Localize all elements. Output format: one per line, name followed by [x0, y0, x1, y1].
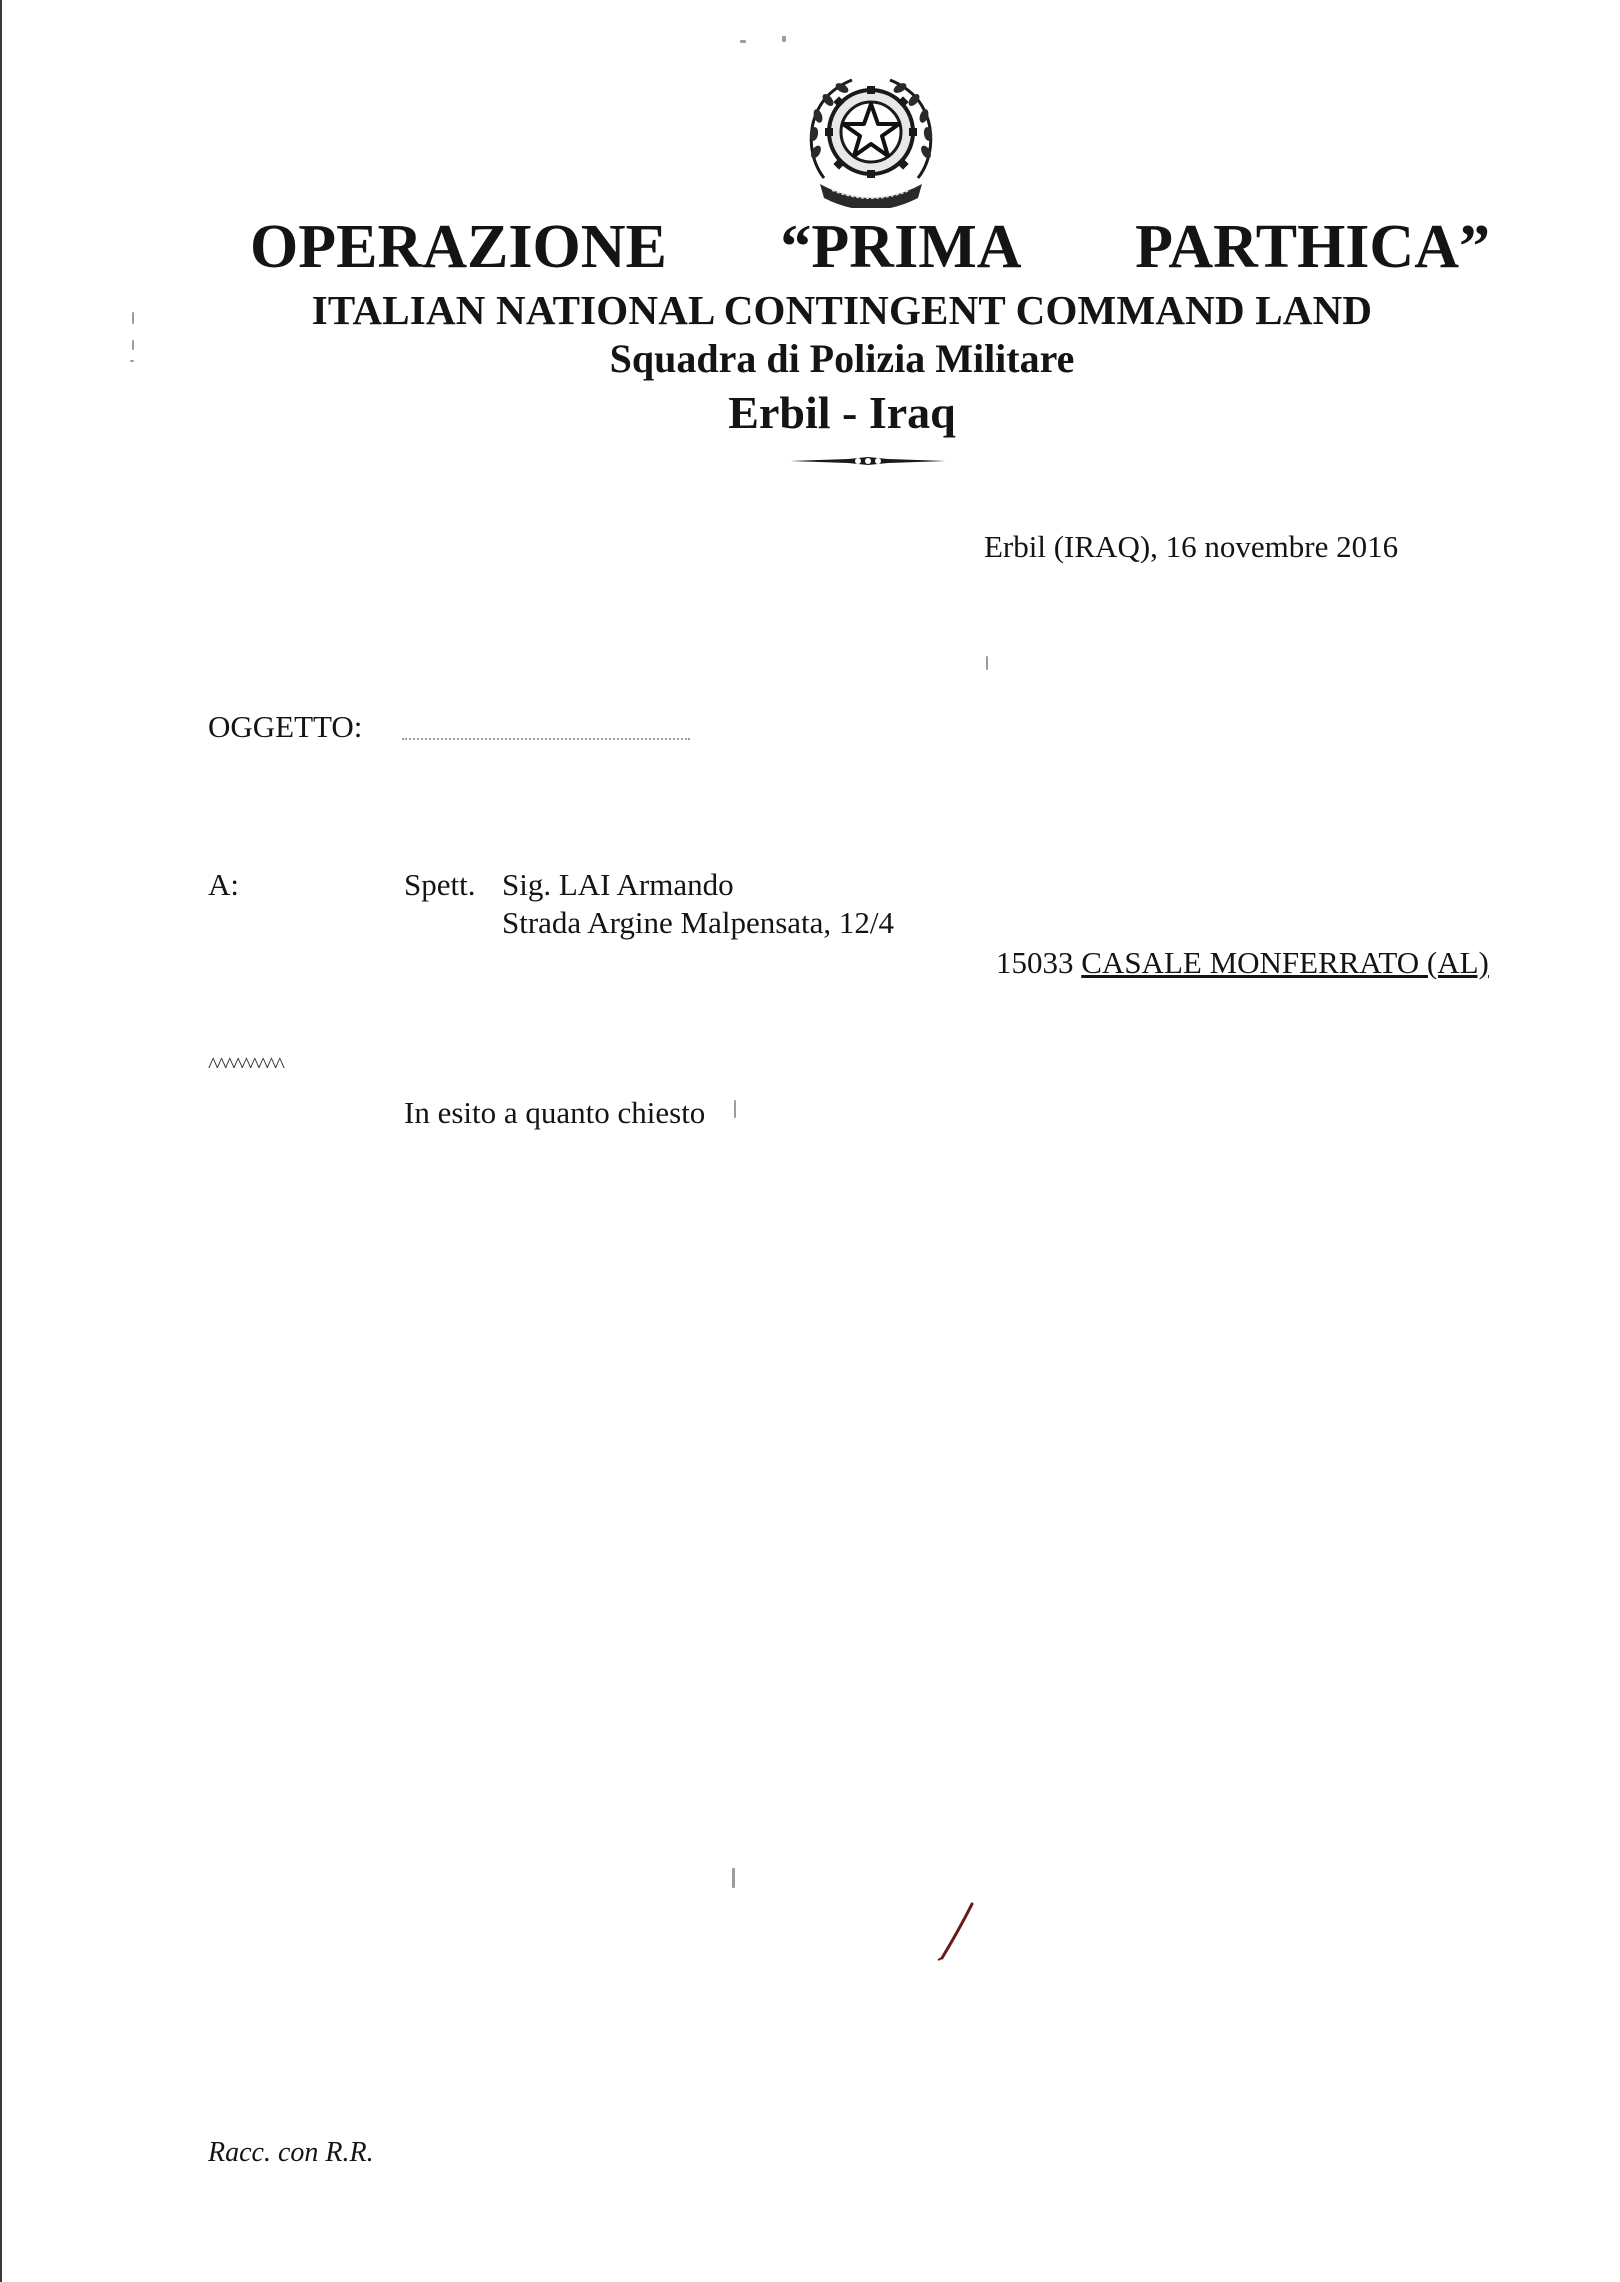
- scan-speck: [130, 360, 134, 362]
- letter-date: Erbil (IRAQ), 16 novembre 2016: [984, 529, 1399, 564]
- unit-name: Squadra di Polizia Militare: [609, 336, 1075, 381]
- registered-mail-note: Racc. con R.R.: [208, 2137, 374, 2168]
- scan-speck: [740, 40, 746, 43]
- operation-title-word-3: PARTHICA”: [1135, 213, 1490, 281]
- operation-title-word-1: OPERAZIONE: [250, 213, 667, 281]
- ornament-divider-icon: [788, 454, 948, 468]
- recipient-city-line: [996, 944, 1489, 982]
- separator-marks: ^^^^^^^^^: [208, 1052, 283, 1077]
- recipient-street: Strada Argine Malpensata, 12/4: [502, 905, 895, 940]
- location-name: Erbil - Iraq: [728, 387, 956, 438]
- operation-title-word-2: “PRIMA: [780, 213, 1022, 281]
- subject-label: OGGETTO:: [208, 709, 363, 744]
- scan-speck: [782, 36, 786, 42]
- opening-sentence: In esito a quanto chiesto: [404, 1095, 706, 1130]
- recipient-postcode: 15033: [996, 945, 1074, 980]
- operation-title: [250, 212, 1490, 282]
- command-name: ITALIAN NATIONAL CONTINGENT COMMAND LAND: [311, 287, 1373, 333]
- signature-mark: [932, 1900, 982, 1964]
- scan-speck: [132, 340, 134, 350]
- recipient-city: CASALE MONFERRATO (AL): [1081, 945, 1489, 980]
- recipient-prefix: Spett.: [404, 867, 476, 902]
- scan-speck: [732, 1868, 735, 1888]
- scan-speck: [132, 312, 134, 324]
- italian-republic-emblem-icon: [802, 66, 940, 208]
- recipient-label: A:: [208, 867, 239, 902]
- recipient-name: Sig. LAI Armando: [502, 867, 734, 902]
- subject-redacted-field: [402, 724, 690, 740]
- scan-speck: [734, 1100, 736, 1118]
- scan-speck: [986, 656, 988, 670]
